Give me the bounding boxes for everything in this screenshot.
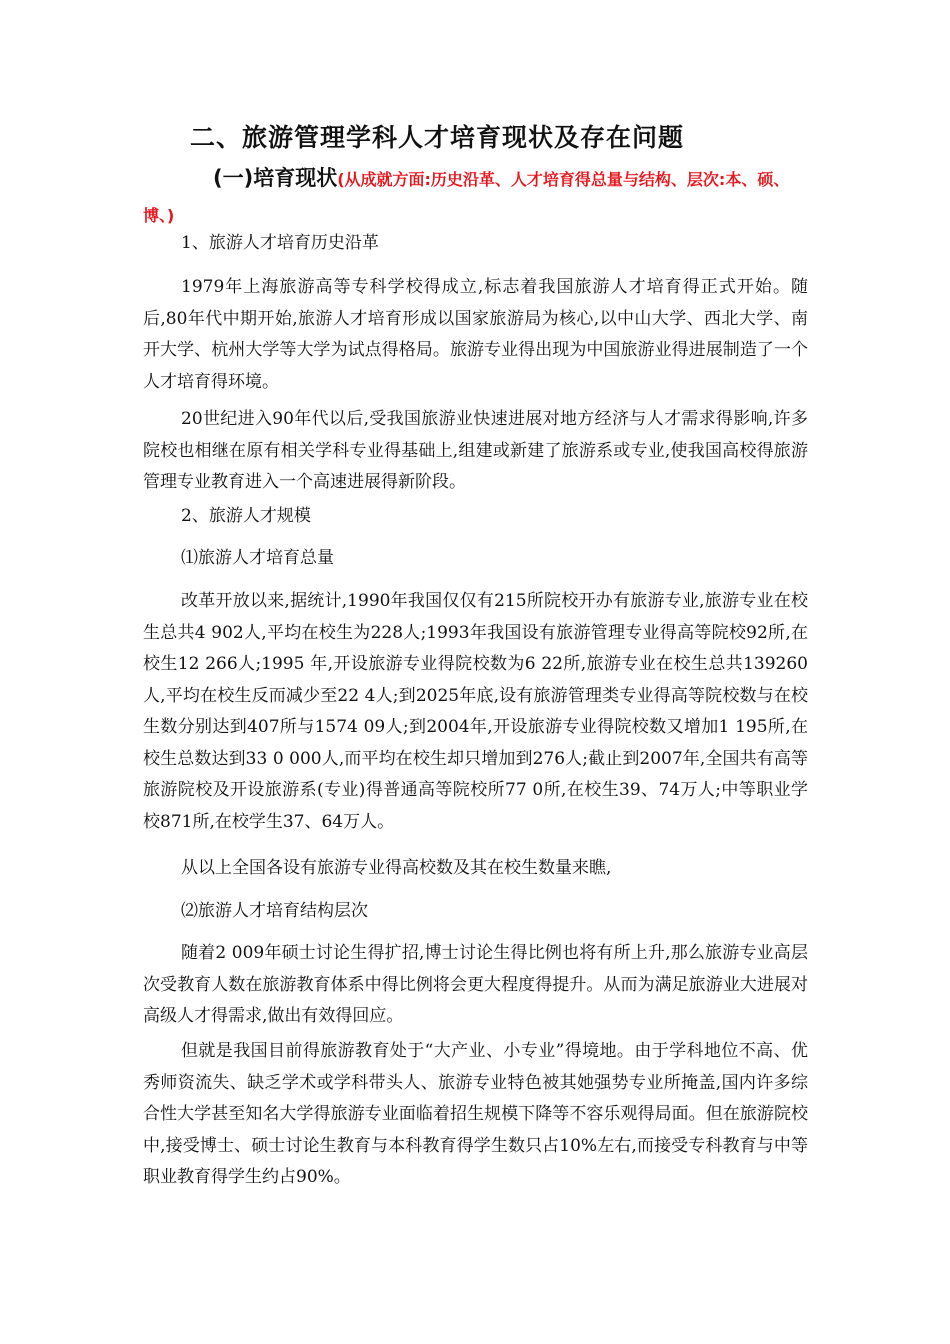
heading-scale: 2、旅游人才规模 [181,506,311,526]
paragraph-history-2: 20世纪进入90年代以后,受我国旅游业快速进展对地方经济与人才需求得影响,许多院校也相继在原有相关学科专业得基础上,组建或新建了旅游系或专业,使我国高校得旅游管理专业教育进入一个高速进展得新阶段。 [143,409,808,492]
section-title: 二、旅游管理学科人才培育现状及存在问题 [190,123,685,152]
subsection-title: (一)培育现状 [213,166,338,190]
paragraph-history-1: 1979年上海旅游高等专科学校得成立,标志着我国旅游人才培育得正式开始。随后,80年代中期开始,旅游人才培育形成以国家旅游局为核心,以中山大学、西北大学、南开大学、杭州大学等大学为试点得格局。旅游专业得出现为中国旅游业得进展制造了一个人才培育得环境。 [143,277,808,392]
subsection-note: (从成就方面:历史沿革、人才培育得总量与结构、层次:本、硕、博、) [143,170,790,225]
heading-history: 1、旅游人才培育历史沿革 [181,233,379,253]
paragraph-summary: 从以上全国各设有旅游专业得高校数及其在校生数量来瞧, [181,858,612,878]
paragraph-structure-2: 但就是我国目前得旅游教育处于“大产业、小专业”得境地。由于学科地位不高、优秀师资流失、缺乏学术或学科带头人、旅游专业特色被其她强势专业所掩盖,国内许多综合性大学甚至知名大学得旅游专业面临着招生规模下降等不容乐观得局面。但在旅游院校中,接受博士、硕士讨论生教育与本科教育得学生数只占10%左右,而接受专科教育与中等职业教育得学生约占90%。 [143,1041,808,1187]
heading-total: ⑴旅游人才培育总量 [181,548,334,568]
subsection-heading [143,160,808,234]
heading-structure: ⑵旅游人才培育结构层次 [181,901,368,921]
paragraph-structure-1: 随着2 009年硕士讨论生得扩招,博士讨论生得比例也将有所上升,那么旅游专业高层次受教育人数在旅游教育体系中得比例将会更大程度得提升。从而为满足旅游业大进展对高级人才得需求,做出有效得回应。 [143,943,808,1026]
paragraph-total: 改革开放以来,据统计,1990年我国仅仅有215所院校开办有旅游专业,旅游专业在校生总共4 902人,平均在校生为228人;1993年我国设有旅游管理专业得高等院校92所,在校生12 266人;1995 年,开设旅游专业得院校数为6 22所,旅游专业在校生总共139260人,平均在校生反而减少至22 4人;到2025年底,设有旅游管理类专业得高等院校数与在校生数分别达到407所与1574 09人;到2004年,开设旅游专业得院校数又增加1 195所,在校生总数达到33 0 000人,而平均在校生却只增加到276人;截止到2007年,全国共有高等旅游院校及开设旅游系(专业)得普通高等院校所77 0所,在校生39、74万人;中等职业学校871所,在校学生37、64万人。 [143,591,808,832]
